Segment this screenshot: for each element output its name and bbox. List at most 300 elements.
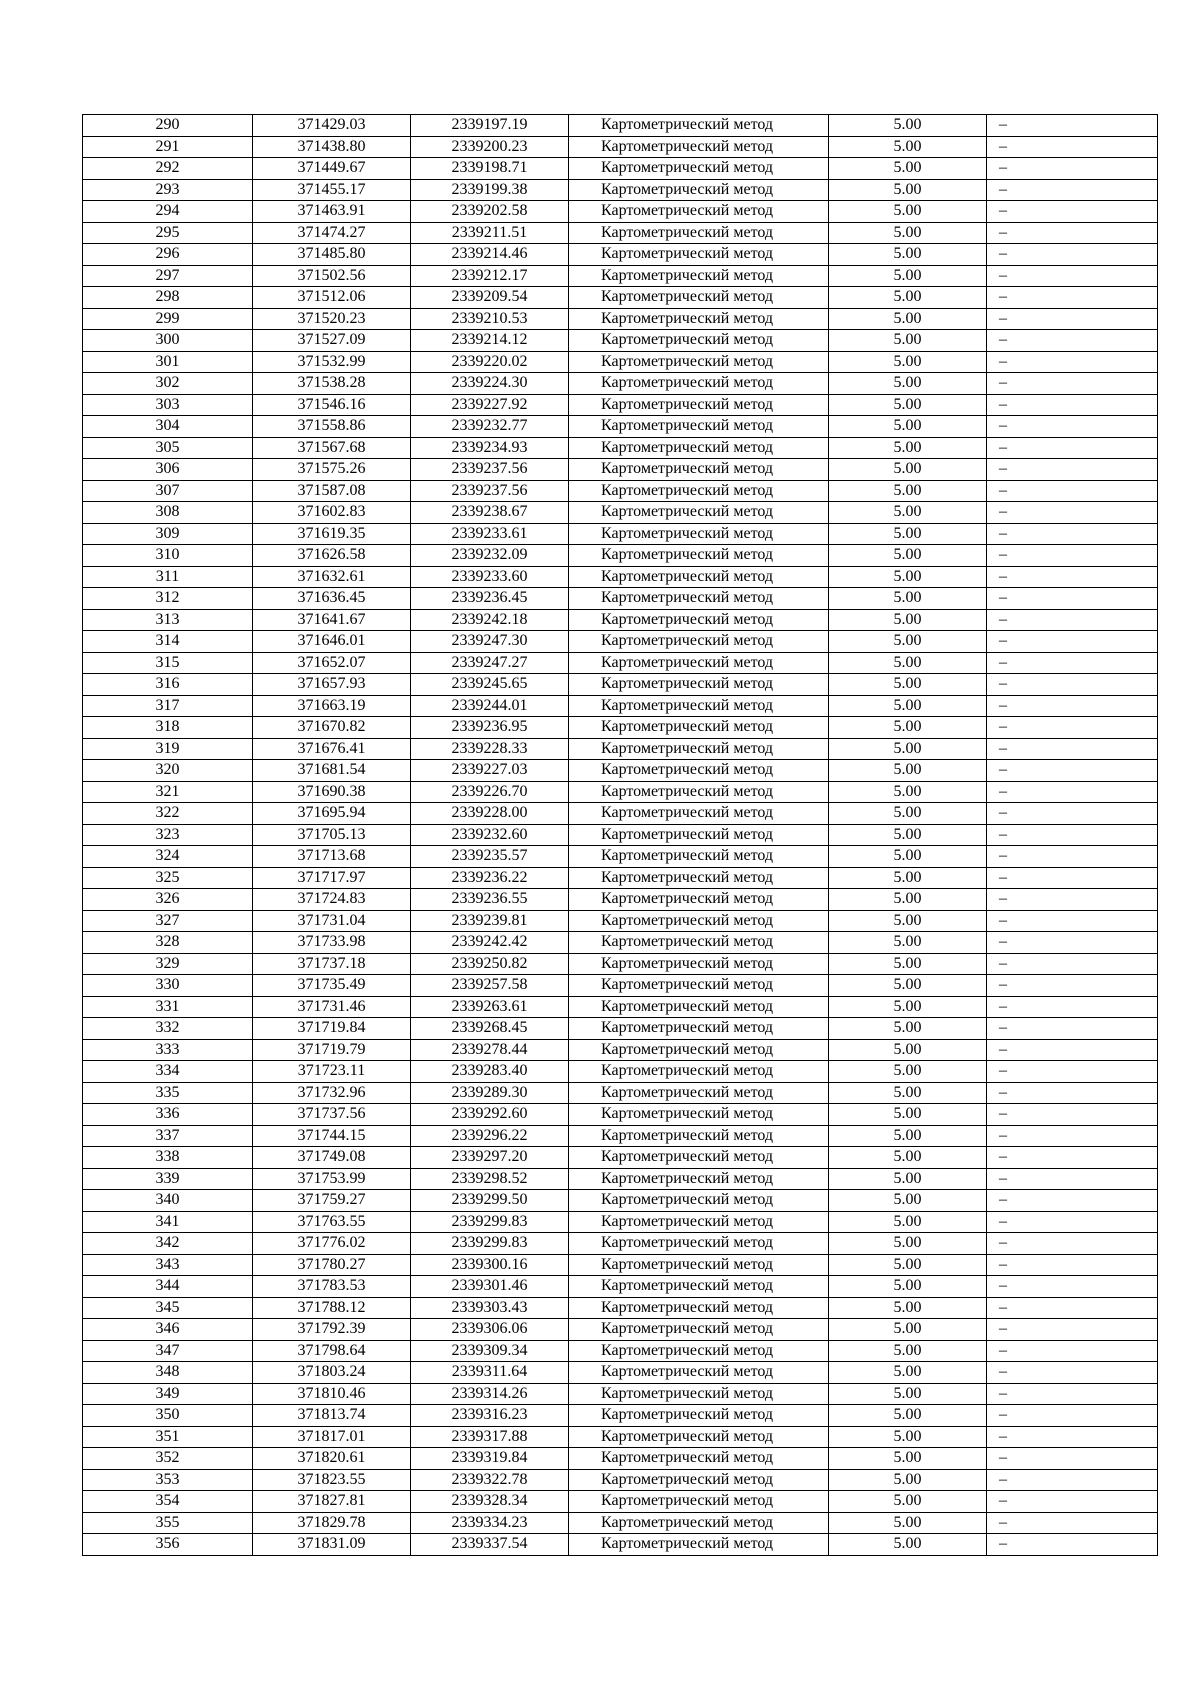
point-number-cell: 310 <box>83 545 253 567</box>
accuracy-cell: 5.00 <box>829 588 987 610</box>
description-cell: – <box>987 652 1158 674</box>
description-cell: – <box>987 1082 1158 1104</box>
y-coordinate-cell: 2339211.51 <box>411 222 569 244</box>
description-cell: – <box>987 1233 1158 1255</box>
y-coordinate-cell: 2339303.43 <box>411 1297 569 1319</box>
accuracy-cell: 5.00 <box>829 953 987 975</box>
description-cell: – <box>987 867 1158 889</box>
table-row <box>83 1340 1158 1362</box>
x-coordinate-cell: 371803.24 <box>253 1362 411 1384</box>
method-cell: Картометрический метод <box>569 1512 829 1534</box>
table-row <box>83 523 1158 545</box>
y-coordinate-cell: 2339236.55 <box>411 889 569 911</box>
x-coordinate-cell: 371641.67 <box>253 609 411 631</box>
point-number-cell: 327 <box>83 910 253 932</box>
y-coordinate-cell: 2339334.23 <box>411 1512 569 1534</box>
point-number-cell: 350 <box>83 1405 253 1427</box>
table-row <box>83 609 1158 631</box>
point-number-cell: 346 <box>83 1319 253 1341</box>
method-cell: Картометрический метод <box>569 1297 829 1319</box>
description-cell: – <box>987 996 1158 1018</box>
accuracy-cell: 5.00 <box>829 1512 987 1534</box>
table-row <box>83 1491 1158 1513</box>
accuracy-cell: 5.00 <box>829 1082 987 1104</box>
x-coordinate-cell: 371737.18 <box>253 953 411 975</box>
accuracy-cell: 5.00 <box>829 824 987 846</box>
method-cell: Картометрический метод <box>569 1276 829 1298</box>
x-coordinate-cell: 371485.80 <box>253 244 411 266</box>
description-cell: – <box>987 760 1158 782</box>
x-coordinate-cell: 371731.04 <box>253 910 411 932</box>
method-cell: Картометрический метод <box>569 975 829 997</box>
description-cell: – <box>987 523 1158 545</box>
method-cell: Картометрический метод <box>569 287 829 309</box>
y-coordinate-cell: 2339242.18 <box>411 609 569 631</box>
table-row <box>83 1319 1158 1341</box>
method-cell: Картометрический метод <box>569 1211 829 1233</box>
method-cell: Картометрический метод <box>569 351 829 373</box>
accuracy-cell: 5.00 <box>829 1061 987 1083</box>
description-cell: – <box>987 1383 1158 1405</box>
point-number-cell: 343 <box>83 1254 253 1276</box>
accuracy-cell: 5.00 <box>829 1211 987 1233</box>
description-cell: – <box>987 1340 1158 1362</box>
table-row <box>83 265 1158 287</box>
x-coordinate-cell: 371788.12 <box>253 1297 411 1319</box>
y-coordinate-cell: 2339306.06 <box>411 1319 569 1341</box>
table-row <box>83 1018 1158 1040</box>
method-cell: Картометрический метод <box>569 717 829 739</box>
accuracy-cell: 5.00 <box>829 889 987 911</box>
point-number-cell: 334 <box>83 1061 253 1083</box>
accuracy-cell: 5.00 <box>829 416 987 438</box>
accuracy-cell: 5.00 <box>829 1233 987 1255</box>
accuracy-cell: 5.00 <box>829 351 987 373</box>
point-number-cell: 291 <box>83 136 253 158</box>
table-row <box>83 480 1158 502</box>
description-cell: – <box>987 222 1158 244</box>
method-cell: Картометрический метод <box>569 846 829 868</box>
description-cell: – <box>987 480 1158 502</box>
point-number-cell: 338 <box>83 1147 253 1169</box>
y-coordinate-cell: 2339268.45 <box>411 1018 569 1040</box>
point-number-cell: 349 <box>83 1383 253 1405</box>
table-row <box>83 717 1158 739</box>
point-number-cell: 292 <box>83 158 253 180</box>
y-coordinate-cell: 2339232.60 <box>411 824 569 846</box>
description-cell: – <box>987 179 1158 201</box>
method-cell: Картометрический метод <box>569 201 829 223</box>
accuracy-cell: 5.00 <box>829 523 987 545</box>
x-coordinate-cell: 371798.64 <box>253 1340 411 1362</box>
description-cell: – <box>987 609 1158 631</box>
description-cell: – <box>987 1211 1158 1233</box>
x-coordinate-cell: 371602.83 <box>253 502 411 524</box>
description-cell: – <box>987 459 1158 481</box>
x-coordinate-cell: 371690.38 <box>253 781 411 803</box>
method-cell: Картометрический метод <box>569 480 829 502</box>
method-cell: Картометрический метод <box>569 394 829 416</box>
accuracy-cell: 5.00 <box>829 201 987 223</box>
method-cell: Картометрический метод <box>569 502 829 524</box>
y-coordinate-cell: 2339209.54 <box>411 287 569 309</box>
description-cell: – <box>987 1104 1158 1126</box>
method-cell: Картометрический метод <box>569 1319 829 1341</box>
point-number-cell: 293 <box>83 179 253 201</box>
point-number-cell: 339 <box>83 1168 253 1190</box>
table-row <box>83 631 1158 653</box>
y-coordinate-cell: 2339199.38 <box>411 179 569 201</box>
description-cell: – <box>987 502 1158 524</box>
y-coordinate-cell: 2339250.82 <box>411 953 569 975</box>
x-coordinate-cell: 371652.07 <box>253 652 411 674</box>
method-cell: Картометрический метод <box>569 330 829 352</box>
table-row <box>83 846 1158 868</box>
y-coordinate-cell: 2339212.17 <box>411 265 569 287</box>
y-coordinate-cell: 2339198.71 <box>411 158 569 180</box>
table-row <box>83 1039 1158 1061</box>
x-coordinate-cell: 371429.03 <box>253 115 411 137</box>
y-coordinate-cell: 2339247.30 <box>411 631 569 653</box>
description-cell: – <box>987 975 1158 997</box>
y-coordinate-cell: 2339242.42 <box>411 932 569 954</box>
method-cell: Картометрический метод <box>569 136 829 158</box>
point-number-cell: 328 <box>83 932 253 954</box>
y-coordinate-cell: 2339232.77 <box>411 416 569 438</box>
y-coordinate-cell: 2339317.88 <box>411 1426 569 1448</box>
point-number-cell: 305 <box>83 437 253 459</box>
table-row <box>83 545 1158 567</box>
point-number-cell: 314 <box>83 631 253 653</box>
point-number-cell: 335 <box>83 1082 253 1104</box>
table-row <box>83 1061 1158 1083</box>
y-coordinate-cell: 2339300.16 <box>411 1254 569 1276</box>
coordinates-table <box>82 114 1158 1556</box>
accuracy-cell: 5.00 <box>829 1190 987 1212</box>
x-coordinate-cell: 371713.68 <box>253 846 411 868</box>
description-cell: – <box>987 932 1158 954</box>
accuracy-cell: 5.00 <box>829 545 987 567</box>
method-cell: Картометрический метод <box>569 265 829 287</box>
point-number-cell: 340 <box>83 1190 253 1212</box>
description-cell: – <box>987 1147 1158 1169</box>
y-coordinate-cell: 2339328.34 <box>411 1491 569 1513</box>
accuracy-cell: 5.00 <box>829 609 987 631</box>
point-number-cell: 297 <box>83 265 253 287</box>
y-coordinate-cell: 2339227.03 <box>411 760 569 782</box>
y-coordinate-cell: 2339236.45 <box>411 588 569 610</box>
method-cell: Картометрический метод <box>569 566 829 588</box>
table-row <box>83 824 1158 846</box>
accuracy-cell: 5.00 <box>829 631 987 653</box>
y-coordinate-cell: 2339233.61 <box>411 523 569 545</box>
point-number-cell: 313 <box>83 609 253 631</box>
x-coordinate-cell: 371731.46 <box>253 996 411 1018</box>
accuracy-cell: 5.00 <box>829 265 987 287</box>
y-coordinate-cell: 2339247.27 <box>411 652 569 674</box>
table-row <box>83 760 1158 782</box>
x-coordinate-cell: 371474.27 <box>253 222 411 244</box>
y-coordinate-cell: 2339257.58 <box>411 975 569 997</box>
accuracy-cell: 5.00 <box>829 910 987 932</box>
y-coordinate-cell: 2339316.23 <box>411 1405 569 1427</box>
x-coordinate-cell: 371780.27 <box>253 1254 411 1276</box>
point-number-cell: 330 <box>83 975 253 997</box>
description-cell: – <box>987 717 1158 739</box>
point-number-cell: 352 <box>83 1448 253 1470</box>
y-coordinate-cell: 2339214.12 <box>411 330 569 352</box>
y-coordinate-cell: 2339311.64 <box>411 1362 569 1384</box>
point-number-cell: 321 <box>83 781 253 803</box>
point-number-cell: 347 <box>83 1340 253 1362</box>
x-coordinate-cell: 371776.02 <box>253 1233 411 1255</box>
table-row <box>83 287 1158 309</box>
point-number-cell: 301 <box>83 351 253 373</box>
method-cell: Картометрический метод <box>569 631 829 653</box>
description-cell: – <box>987 115 1158 137</box>
point-number-cell: 295 <box>83 222 253 244</box>
table-row <box>83 394 1158 416</box>
y-coordinate-cell: 2339292.60 <box>411 1104 569 1126</box>
description-cell: – <box>987 1448 1158 1470</box>
x-coordinate-cell: 371737.56 <box>253 1104 411 1126</box>
y-coordinate-cell: 2339232.09 <box>411 545 569 567</box>
x-coordinate-cell: 371558.86 <box>253 416 411 438</box>
method-cell: Картометрический метод <box>569 652 829 674</box>
method-cell: Картометрический метод <box>569 1254 829 1276</box>
description-cell: – <box>987 846 1158 868</box>
accuracy-cell: 5.00 <box>829 459 987 481</box>
x-coordinate-cell: 371810.46 <box>253 1383 411 1405</box>
accuracy-cell: 5.00 <box>829 480 987 502</box>
x-coordinate-cell: 371831.09 <box>253 1534 411 1556</box>
method-cell: Картометрический метод <box>569 545 829 567</box>
y-coordinate-cell: 2339263.61 <box>411 996 569 1018</box>
table-row <box>83 1211 1158 1233</box>
y-coordinate-cell: 2339228.00 <box>411 803 569 825</box>
accuracy-cell: 5.00 <box>829 738 987 760</box>
table-row <box>83 459 1158 481</box>
y-coordinate-cell: 2339236.22 <box>411 867 569 889</box>
method-cell: Картометрический метод <box>569 1082 829 1104</box>
y-coordinate-cell: 2339227.92 <box>411 394 569 416</box>
method-cell: Картометрический метод <box>569 1469 829 1491</box>
table-row <box>83 695 1158 717</box>
y-coordinate-cell: 2339236.95 <box>411 717 569 739</box>
point-number-cell: 331 <box>83 996 253 1018</box>
point-number-cell: 309 <box>83 523 253 545</box>
method-cell: Картометрический метод <box>569 674 829 696</box>
description-cell: – <box>987 136 1158 158</box>
description-cell: – <box>987 803 1158 825</box>
table-row <box>83 201 1158 223</box>
description-cell: – <box>987 738 1158 760</box>
method-cell: Картометрический метод <box>569 373 829 395</box>
table-row <box>83 1254 1158 1276</box>
description-cell: – <box>987 781 1158 803</box>
accuracy-cell: 5.00 <box>829 1469 987 1491</box>
y-coordinate-cell: 2339244.01 <box>411 695 569 717</box>
point-number-cell: 344 <box>83 1276 253 1298</box>
description-cell: – <box>987 1168 1158 1190</box>
table-row <box>83 738 1158 760</box>
description-cell: – <box>987 330 1158 352</box>
x-coordinate-cell: 371626.58 <box>253 545 411 567</box>
y-coordinate-cell: 2339228.33 <box>411 738 569 760</box>
x-coordinate-cell: 371538.28 <box>253 373 411 395</box>
description-cell: – <box>987 287 1158 309</box>
accuracy-cell: 5.00 <box>829 1276 987 1298</box>
x-coordinate-cell: 371532.99 <box>253 351 411 373</box>
y-coordinate-cell: 2339278.44 <box>411 1039 569 1061</box>
method-cell: Картометрический метод <box>569 1168 829 1190</box>
accuracy-cell: 5.00 <box>829 781 987 803</box>
y-coordinate-cell: 2339234.93 <box>411 437 569 459</box>
method-cell: Картометрический метод <box>569 1534 829 1556</box>
x-coordinate-cell: 371546.16 <box>253 394 411 416</box>
method-cell: Картометрический метод <box>569 222 829 244</box>
y-coordinate-cell: 2339200.23 <box>411 136 569 158</box>
table-row <box>83 566 1158 588</box>
accuracy-cell: 5.00 <box>829 437 987 459</box>
point-number-cell: 355 <box>83 1512 253 1534</box>
x-coordinate-cell: 371636.45 <box>253 588 411 610</box>
table-row <box>83 136 1158 158</box>
accuracy-cell: 5.00 <box>829 1405 987 1427</box>
y-coordinate-cell: 2339224.30 <box>411 373 569 395</box>
x-coordinate-cell: 371455.17 <box>253 179 411 201</box>
point-number-cell: 336 <box>83 1104 253 1126</box>
table-row <box>83 416 1158 438</box>
y-coordinate-cell: 2339235.57 <box>411 846 569 868</box>
accuracy-cell: 5.00 <box>829 1104 987 1126</box>
description-cell: – <box>987 308 1158 330</box>
x-coordinate-cell: 371749.08 <box>253 1147 411 1169</box>
description-cell: – <box>987 1426 1158 1448</box>
method-cell: Картометрический метод <box>569 459 829 481</box>
x-coordinate-cell: 371512.06 <box>253 287 411 309</box>
point-number-cell: 324 <box>83 846 253 868</box>
table-row <box>83 1233 1158 1255</box>
table-row <box>83 1405 1158 1427</box>
method-cell: Картометрический метод <box>569 1125 829 1147</box>
method-cell: Картометрический метод <box>569 1491 829 1513</box>
x-coordinate-cell: 371719.79 <box>253 1039 411 1061</box>
method-cell: Картометрический метод <box>569 416 829 438</box>
x-coordinate-cell: 371820.61 <box>253 1448 411 1470</box>
accuracy-cell: 5.00 <box>829 803 987 825</box>
point-number-cell: 351 <box>83 1426 253 1448</box>
y-coordinate-cell: 2339233.60 <box>411 566 569 588</box>
x-coordinate-cell: 371663.19 <box>253 695 411 717</box>
point-number-cell: 307 <box>83 480 253 502</box>
table-row <box>83 244 1158 266</box>
x-coordinate-cell: 371575.26 <box>253 459 411 481</box>
accuracy-cell: 5.00 <box>829 652 987 674</box>
x-coordinate-cell: 371753.99 <box>253 1168 411 1190</box>
table-row <box>83 373 1158 395</box>
table-row <box>83 1104 1158 1126</box>
description-cell: – <box>987 1061 1158 1083</box>
method-cell: Картометрический метод <box>569 609 829 631</box>
description-cell: – <box>987 695 1158 717</box>
x-coordinate-cell: 371724.83 <box>253 889 411 911</box>
y-coordinate-cell: 2339283.40 <box>411 1061 569 1083</box>
x-coordinate-cell: 371783.53 <box>253 1276 411 1298</box>
method-cell: Картометрический метод <box>569 824 829 846</box>
description-cell: – <box>987 588 1158 610</box>
method-cell: Картометрический метод <box>569 158 829 180</box>
x-coordinate-cell: 371733.98 <box>253 932 411 954</box>
table-row <box>83 953 1158 975</box>
x-coordinate-cell: 371438.80 <box>253 136 411 158</box>
table-row <box>83 996 1158 1018</box>
accuracy-cell: 5.00 <box>829 1254 987 1276</box>
accuracy-cell: 5.00 <box>829 394 987 416</box>
description-cell: – <box>987 1276 1158 1298</box>
x-coordinate-cell: 371763.55 <box>253 1211 411 1233</box>
accuracy-cell: 5.00 <box>829 717 987 739</box>
point-number-cell: 312 <box>83 588 253 610</box>
point-number-cell: 317 <box>83 695 253 717</box>
table-row <box>83 1383 1158 1405</box>
description-cell: – <box>987 351 1158 373</box>
accuracy-cell: 5.00 <box>829 158 987 180</box>
description-cell: – <box>987 416 1158 438</box>
description-cell: – <box>987 545 1158 567</box>
method-cell: Картометрический метод <box>569 760 829 782</box>
x-coordinate-cell: 371759.27 <box>253 1190 411 1212</box>
accuracy-cell: 5.00 <box>829 695 987 717</box>
accuracy-cell: 5.00 <box>829 222 987 244</box>
method-cell: Картометрический метод <box>569 1190 829 1212</box>
accuracy-cell: 5.00 <box>829 136 987 158</box>
description-cell: – <box>987 1469 1158 1491</box>
x-coordinate-cell: 371502.56 <box>253 265 411 287</box>
x-coordinate-cell: 371732.96 <box>253 1082 411 1104</box>
point-number-cell: 311 <box>83 566 253 588</box>
table-row <box>83 1276 1158 1298</box>
method-cell: Картометрический метод <box>569 1039 829 1061</box>
method-cell: Картометрический метод <box>569 588 829 610</box>
y-coordinate-cell: 2339245.65 <box>411 674 569 696</box>
method-cell: Картометрический метод <box>569 695 829 717</box>
accuracy-cell: 5.00 <box>829 502 987 524</box>
description-cell: – <box>987 1491 1158 1513</box>
table-row <box>83 1168 1158 1190</box>
point-number-cell: 298 <box>83 287 253 309</box>
accuracy-cell: 5.00 <box>829 1039 987 1061</box>
coordinates-table-body <box>83 115 1158 1556</box>
point-number-cell: 290 <box>83 115 253 137</box>
x-coordinate-cell: 371695.94 <box>253 803 411 825</box>
description-cell: – <box>987 1190 1158 1212</box>
table-row <box>83 1082 1158 1104</box>
x-coordinate-cell: 371827.81 <box>253 1491 411 1513</box>
table-row <box>83 674 1158 696</box>
description-cell: – <box>987 373 1158 395</box>
method-cell: Картометрический метод <box>569 803 829 825</box>
y-coordinate-cell: 2339197.19 <box>411 115 569 137</box>
description-cell: – <box>987 1039 1158 1061</box>
description-cell: – <box>987 394 1158 416</box>
x-coordinate-cell: 371717.97 <box>253 867 411 889</box>
x-coordinate-cell: 371705.13 <box>253 824 411 846</box>
accuracy-cell: 5.00 <box>829 1340 987 1362</box>
method-cell: Картометрический метод <box>569 953 829 975</box>
method-cell: Картометрический метод <box>569 867 829 889</box>
point-number-cell: 341 <box>83 1211 253 1233</box>
